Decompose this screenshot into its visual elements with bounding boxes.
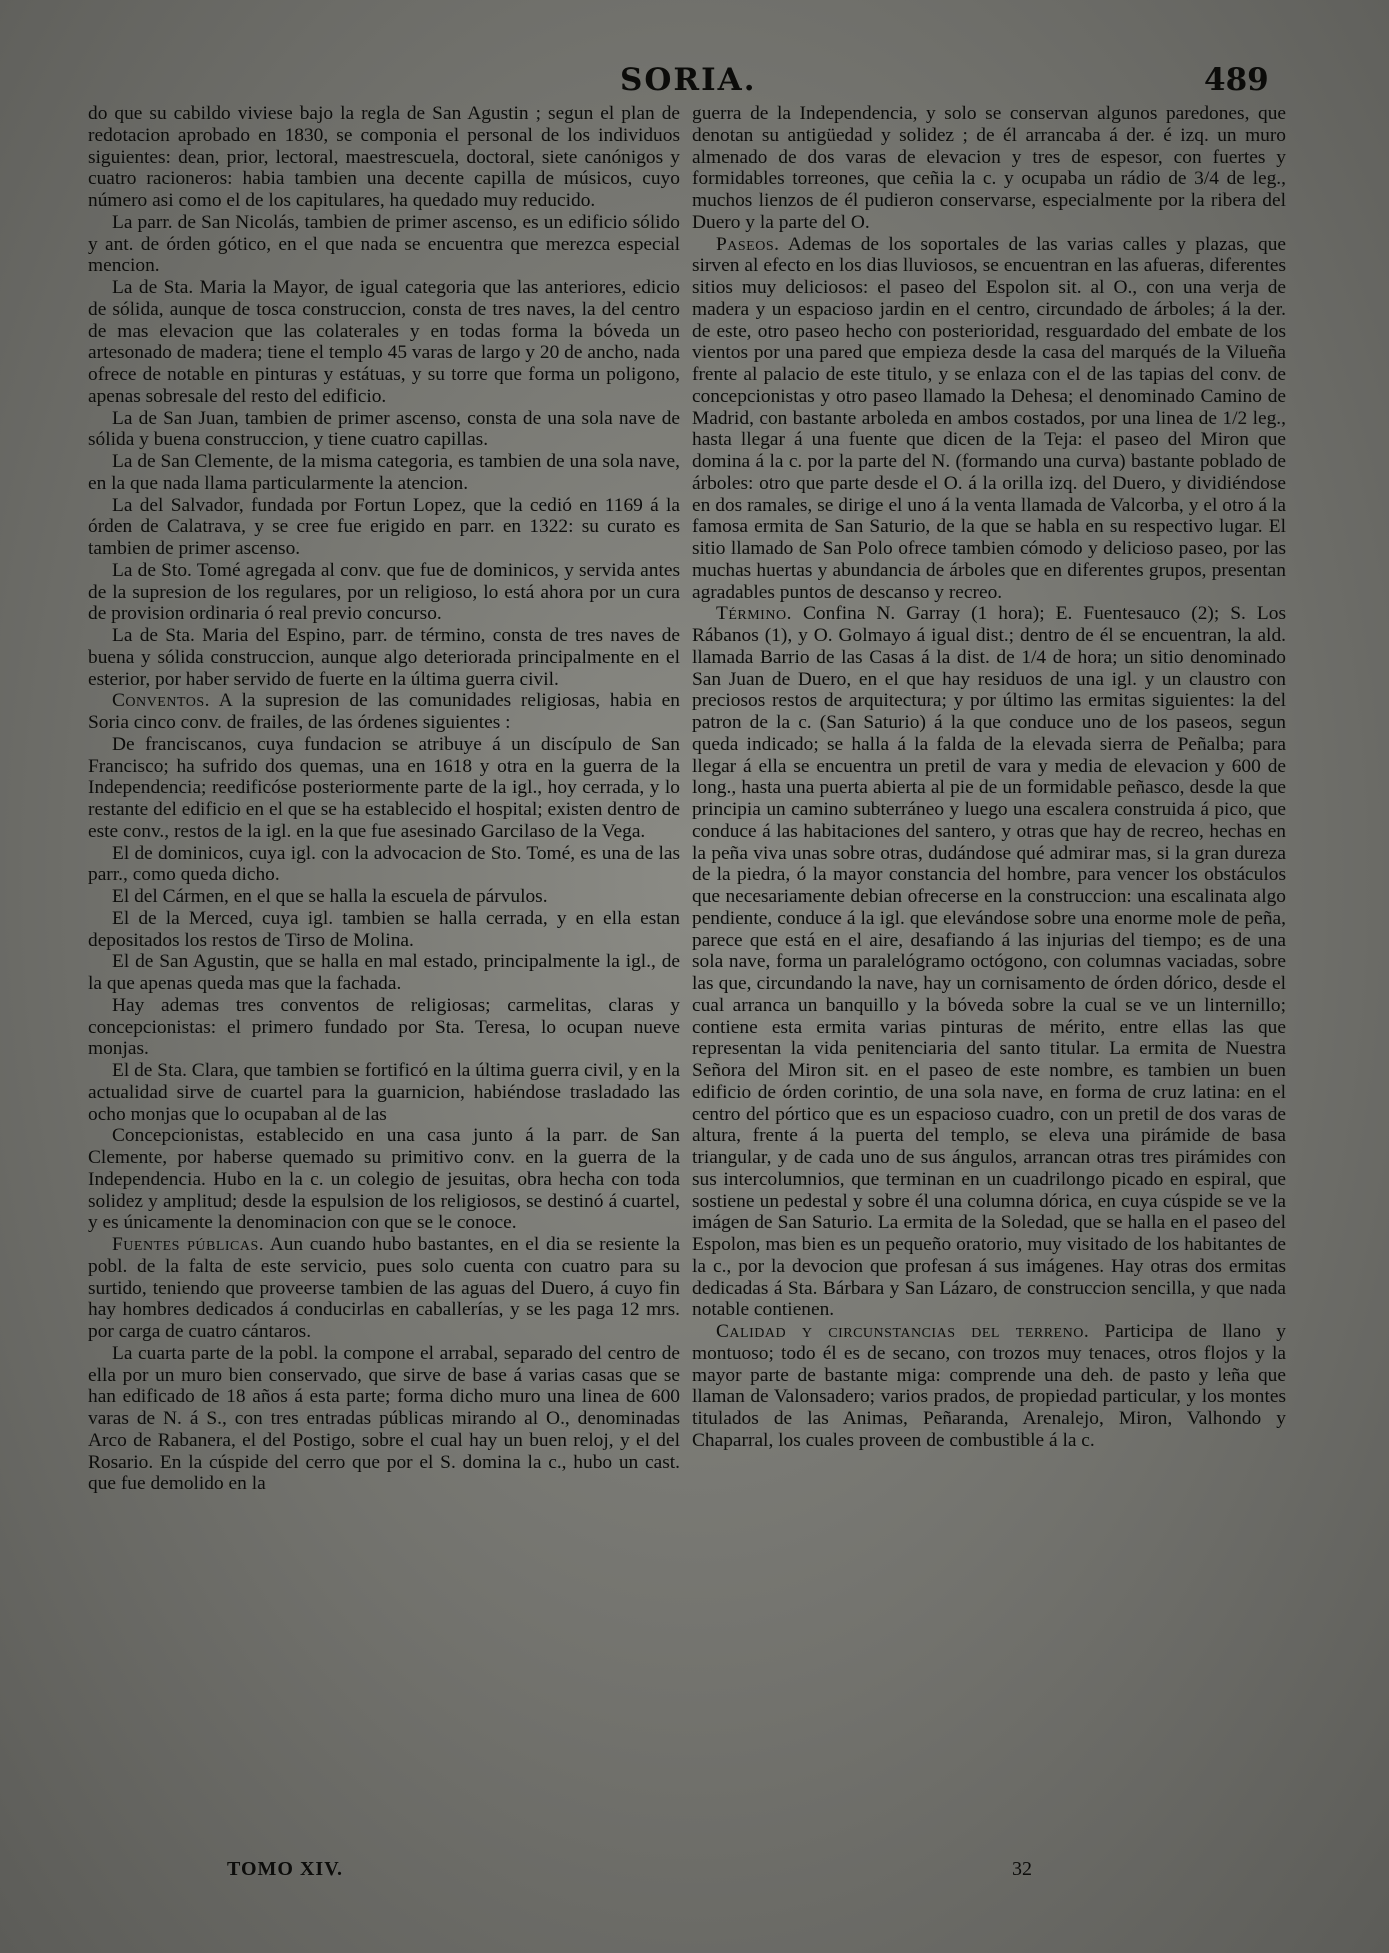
page-number: 489 <box>1204 62 1269 98</box>
paragraph: do que su cabildo viviese bajo la regla de San Agustin ; segun el plan de redotacion aprobado en 1830, se componia el personal de los individuos siguientes: dean, prior, lectoral, maestrescuela, doctoral, siete canónigos y cuatro racioneros: habia tambien una decente capilla de músicos, cuyo número asi como el de los capitulares, ha quedado muy reducido. <box>88 103 680 211</box>
paragraph: La del Salvador, fundada por Fortun Lopez, que la cedió en 1169 á la órden de Calatrava, y se cree fue erigido en parr. en 1322: su curato es tambien de primer ascenso. <box>88 494 680 559</box>
section-heading: Conventos. <box>112 690 210 712</box>
left-column <box>88 103 680 1495</box>
paragraph: La cuarta parte de la pobl. la compone el arrabal, separado del centro de ella por un muro bien conservado, que sirve de base á varias casas que se han edificado de 18 años á esta parte; forma dicho muro una linea de 600 varas de N. á S., con tres entradas públicas mirando al O., denominadas Arco de Rabanera, el del Postigo, sobre el cual hay un buen reloj, y el del Rosario. En la cúspide del cerro que por el S. domina la c., hubo un cast. que fue demolido en la <box>88 1342 680 1495</box>
paragraph: El del Cármen, en el que se halla la escuela de párvulos. <box>112 886 548 907</box>
paragraph: Hay ademas tres conventos de religiosas; carmelitas, claras y concepcionistas: el primero fundado por Sta. Teresa, lo ocupan nueve monjas. <box>88 994 680 1060</box>
paragraph: El de la Merced, cuya igl. tambien se halla cerrada, y en ella estan depositados los restos de Tirso de Molina. <box>88 907 680 951</box>
paragraph: Conventos. A la supresion de las comunidades religiosas, habia en Soria cinco conv. de frailes, de las órdenes siguientes : <box>88 690 680 733</box>
paragraph: Término. Confina N. Garray (1 hora); E. Fuentesauco (2); S. Los Rábanos (1), y O. Golmayo á igual dist.; dentro de él se encuentran, la ald. llamada Barrio de las Casas á la dist. de 1/4 de hora; un sitio denominado San Juan de Duero, en el que hay residuos de una igl. y un claustro con preciosos restos de arquitectura; y por último las ermitas siguientes: la del patron de la c. (San Saturio) á la que conduce uno de los paseos, segun queda indicado; se halla á la falda de la elevada sierra de Peñalba; para llegar á ella se encuentra un pretil de vara y media de elevacion y 600 de long., hasta una puerta abierta al pie de un formidable peñasco, desde la que principia un camino subterráneo y luego una escalera construida á pico, que conduce á las habitaciones del santero, y otras que hay de recreo, hechas en la peña viva unas sobre otras, dudándose qué admirar mas, si la gran dureza de la piedra, ó la mayor constancia del hombre, para vencer los obstáculos que necesariamente debian ofrecerse en la construccion: una escalinata algo pendiente, conduce á la igl. que elevándose sobre una enorme mole de peña, parece que está en el aire, desafiando á las injurias del tiempo; es de una sola nave, forma un paralelógramo octógono, con columnas vaciadas, sobre las que, circundando la nave, hay un cornisamento de órden dórico, desde el cual arranca un banquillo y la bóveda sobre la cual se ve un linternillo; contiene esta ermita varias pinturas de mérito, entre ellas las que representan la vida penitenciaria del santo titular. La ermita de Nuestra Señora del Miron sit. en el paseo de este nombre, es tambien un buen edificio de órden corintio, de una sola nave, en forma de cruz latina: en el centro del pórtico que es un espacioso cuadro, con un pretil de dos varas de altura, frente á la puerta del templo, se eleva una pirámide de basa triangular, y de cada uno de sus ángulos, arrancan otras tres pirámides con sus intercolumnios, que terminan en un cuadrilongo picado en espiral, que sostiene un pedestal y sobre él una columna dórica, en cuya cúspide se ve la imágen de San Saturio. La ermita de la Soledad, que se halla en el paseo del Espolon, mas bien es un pequeño oratorio, muy visitado de los habitantes de la c., por la devocion que profesan á sus imágenes. Hay otras dos ermitas dedicadas á Sta. Bárbara y San Lázaro, de construccion sencilla, y que nada notable contienen. <box>692 603 1286 1321</box>
paragraph: La de San Juan, tambien de primer ascenso, consta de una sola nave de sólida y buena construccion, y tiene cuatro capillas. <box>88 407 680 451</box>
section-heading: Fuentes públicas. <box>112 1234 265 1255</box>
paragraph: El de San Agustin, que se halla en mal estado, principalmente la igl., de la que apenas queda mas que la fachada. <box>88 951 680 994</box>
running-title: SORIA. <box>620 62 757 98</box>
paragraph: Calidad y circunstancias del terreno. Participa de llano y montuoso; todo él es de secano, con trozos muy tenaces, otros flojos y la mayor parte de bastante miga: comprende una deh. de pasto y leña que llaman de Valonsadero; varios prados, de propiedad particular, y los montes titulados de las Animas, Peñaranda, Arenalejo, Miron, Valhondo y Chaparral, los cuales proveen de combustible á la c. <box>692 1321 1286 1451</box>
volume-footer: TOMO XIV. <box>227 1858 344 1880</box>
section-heading: Paseos. <box>716 233 780 255</box>
paragraph: Fuentes públicas. Aun cuando hubo bastantes, en el dia se resiente la pobl. de la falta de este servicio, pues solo cuenta con cuatro para su surtido, teniendo que proveerse tambien de las aguas del Duero, á cuyo fin hay hombres dedicados á conducirlas en caballerías, y se les paga 12 mrs. por carga de cuatro cántaros. <box>88 1234 680 1342</box>
section-heading: Calidad y circunstancias del terreno. <box>716 1321 1090 1342</box>
paragraph: La de Sto. Tomé agregada al conv. que fue de dominicos, y servida antes de la supresion de los regulares, por un religioso, lo está ahora por un cura de provision ordinaria ó real previo concurso. <box>88 559 680 625</box>
paragraph: Paseos. Ademas de los soportales de las varias calles y plazas, que sirven al efecto en los dias lluviosos, se encuentran en las afueras, diferentes sitios muy deliciosos: el paseo del Espolon sit. al O., con una verja de madera y un espacioso jardin en el centro, circundado de árboles; á la der. de este, otro paseo hecho con posterioridad, resguardado del embate de los vientos por una pared que empieza desde la casa del marqués de la Vilueña frente al palacio de este titulo, y se enlaza con el de las tapias del conv. de concepcionistas y otro paseo llamado la Dehesa; el denominado Camino de Madrid, con bastante arboleda en ambos costados, por una linea de 1/2 leg., hasta llegar á una fuente que dicen de la Teja: el paseo del Miron que domina á la c. por la parte del N. (formando una curva) bastante poblado de árboles: otro que parte desde el O. á la orilla izq. del Duero, y dividiéndose en dos ramales, se dirige el uno á la venta llamada de Valcorba, y el otro á la famosa ermita de San Saturio, de la que se habla en su respectivo lugar. El sitio llamado de San Polo ofrece tambien cómodo y delicioso paseo, por las muchas huertas y abundancia de árboles que en diferentes grupos, presentan agradables puntos de descanso y recreo. <box>692 233 1287 603</box>
paragraph: Concepcionistas, establecido en una casa junto á la parr. de San Clemente, por haberse quemado su primitivo conv. en la guerra de la Independencia. Hubo en la c. un colegio de jesuitas, obra hecha con toda solidez y amplitud; desde la espulsion de los religiosos, se destinó á cuartel, y es únicamente la denominacion con que se le conoce. <box>88 1125 680 1234</box>
signature-mark: 32 <box>1012 1858 1032 1880</box>
paragraph: La de Sta. Maria la Mayor, de igual categoria que las anteriores, edicio de sólida, aunque de tosca construccion, consta de tres naves, la del centro de mas elevacion que las colaterales y en todas forma la bóveda un artesonado de madera; tiene el templo 45 varas de largo y 20 de ancho, nada ofrece de notable en pinturas y estátuas, y su torre que forma un poligono, apenas sobresale del resto del edificio. <box>88 277 680 407</box>
section-heading: Término. <box>716 603 792 625</box>
paragraph: La parr. de San Nicolás, tambien de primer ascenso, es un edificio sólido y ant. de órden gótico, en el que nada se encuentra que merezca especial mencion. <box>88 211 680 277</box>
paragraph: De franciscanos, cuya fundacion se atribuye á un discípulo de San Francisco; ha sufrido dos quemas, una en 1618 y otra en la guerra de la Independencia; reedificóse posteriormente parte de la igl., hoy cerrada, y lo restante del edificio en el que se ha establecido el hospital; existen dentro de este conv., restos de la igl. en la que fue asesinado Garcilaso de la Vega. <box>88 733 680 842</box>
paragraph: guerra de la Independencia, y solo se conservan algunos paredones, que denotan su antigüedad y solidez ; de él arrancaba á der. é izq. un muro almenado de dos varas de elevacion y tres de espesor, con fuertes y formidables torreones, que ceñia la c. y ocupaba un rádio de 3/4 de leg., muchos lienzos de él pudieron conservarse, especialmente por la ribera del Duero y la parte del O. <box>692 103 1286 233</box>
paragraph: El de dominicos, cuya igl. con la advocacion de Sto. Tomé, es una de las parr., como queda dicho. <box>88 842 680 886</box>
running-header <box>0 62 1389 102</box>
paragraph: La de Sta. Maria del Espino, parr. de término, consta de tres naves de buena y sólida construccion, aunque algo deteriorada principalmente en el esterior, por haber servido de fuerte en la última guerra civil. <box>88 625 680 690</box>
paragraph: La de San Clemente, de la misma categoria, es tambien de una sola nave, en la que nada llama particularmente la atencion. <box>88 451 680 494</box>
paragraph: El de Sta. Clara, que tambien se fortificó en la última guerra civil, y en la actualidad sirve de cuartel para la guarnicion, habiéndose trasladado las ocho monjas que lo ocupaban al de las <box>88 1060 680 1125</box>
right-column <box>692 103 1286 1452</box>
